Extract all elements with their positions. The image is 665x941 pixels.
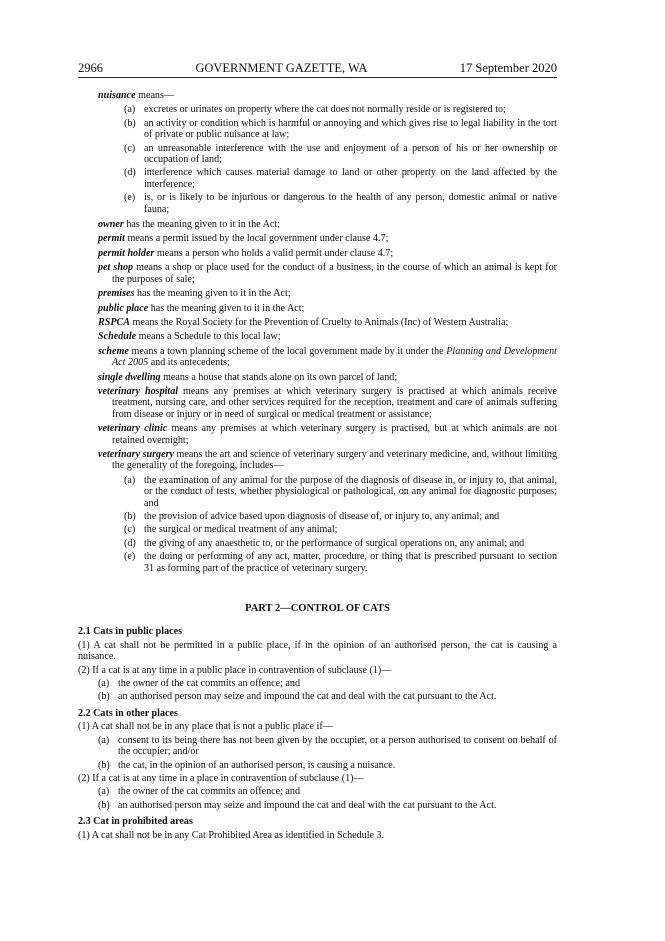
item-mark: (a) <box>124 104 136 116</box>
list-item <box>124 192 557 215</box>
list-item <box>124 118 557 141</box>
definition-text: has the meaning given to it in the Act; <box>134 288 291 300</box>
definition-term: permit holder <box>98 247 155 259</box>
definition-term: veterinary surgery <box>98 448 174 460</box>
definition-text: has the meaning given to it in the Act; <box>123 219 280 231</box>
definition-text: and its antecedents; <box>148 357 230 369</box>
list-item <box>124 143 557 166</box>
definition-text: means a permit issued by the local government under clause 4.7; <box>124 233 389 245</box>
item-mark: (a) <box>98 786 110 798</box>
definition-term: Schedule <box>98 331 137 343</box>
definition-text: means any premises at which veterinary surgery is practised at which animals receive treatment, nursing care, and other services required for the reception, treatment and care of animals suffering from disease or injury or in need of surgical or medical treatment or assistance; <box>112 385 557 420</box>
item-mark: (a) <box>98 734 110 746</box>
definition-veterinary-surgery <box>98 449 557 472</box>
section-heading: 2.3 Cat in prohibited areas <box>78 816 193 828</box>
definition-term: RSPCA <box>98 316 130 328</box>
definition-text: means a town planning scheme of the local government made by it under the <box>128 345 447 357</box>
definition-term: permit <box>98 233 125 245</box>
list-item <box>98 678 557 689</box>
definition-term: pet shop <box>98 262 134 274</box>
list-item <box>124 104 557 115</box>
item-mark: (e) <box>124 192 136 204</box>
definition-text: means a person who holds a valid permit under clause 4.7; <box>154 247 394 259</box>
definition-nuisance <box>98 90 557 101</box>
list-item <box>98 735 557 758</box>
item-mark: (a) <box>124 474 136 486</box>
definition-owner <box>98 219 557 230</box>
item-mark: (c) <box>124 142 136 154</box>
list-item <box>124 524 557 535</box>
item-text: an authorised person may seize and impound the cat and deal with the cat pursuant to the Act. <box>118 691 497 703</box>
item-text: an unreasonable interference with the use and enjoyment of a person of his or her ownership or occupation of land; <box>144 142 557 166</box>
list-item <box>98 800 557 811</box>
item-mark: (d) <box>124 537 136 549</box>
definition-text: means a house that stands alone on its own parcel of land; <box>160 371 398 383</box>
item-text: consent to its being there has not been given by the occupier, or a person authorised to consent on behalf of the occupier; and/or <box>118 734 557 758</box>
item-text: the cat, in the opinion of an authorised person, is causing a nuisance. <box>118 759 396 771</box>
list-item <box>98 786 557 797</box>
page-number: 2966 <box>78 61 103 75</box>
publication-title: GOVERNMENT GAZETTE, WA <box>195 61 368 75</box>
part-title: PART 2—CONTROL OF CATS <box>245 603 390 615</box>
paragraph: (2) If a cat is at any time in a place in contravention of subclause (1)— <box>78 772 364 784</box>
definition-permit <box>98 233 557 244</box>
list-item <box>124 167 557 190</box>
item-mark: (b) <box>124 511 136 522</box>
list-item <box>124 511 557 522</box>
definition-veterinary-hospital <box>98 386 557 420</box>
item-text: the surgical or medical treatment of any animal; <box>144 524 338 536</box>
item-text: an activity or condition which is harmful or annoying and which gives rise to legal liability in the tort of private or public nuisance at law; <box>144 117 557 141</box>
definition-term: owner <box>98 219 124 231</box>
definition-text: has the meaning given to it in the Act; <box>148 302 305 314</box>
definition-term: veterinary clinic <box>98 423 168 435</box>
item-mark: (b) <box>98 759 110 771</box>
definition-term: public place <box>98 302 149 314</box>
item-mark: (a) <box>98 678 110 690</box>
definition-text: means a shop or place used for the conduct of a business, in the course of which an animal is kept for the purposes of sale; <box>112 262 557 285</box>
item-text: interference which causes material damage to land or other property on the land affected by the interference; <box>144 167 557 190</box>
definition-single-dwelling <box>98 372 557 383</box>
item-text: an authorised person may seize and impound the cat and deal with the cat pursuant to the Act. <box>118 799 497 811</box>
definition-term: veterinary hospital <box>98 385 179 397</box>
item-text: the provision of advice based upon diagnosis of disease of, or injury to, any animal; and <box>144 511 500 522</box>
paragraph: (1) A cat shall not be in any place that is not a public place if— <box>78 721 333 733</box>
definition-term: premises <box>98 288 135 300</box>
list-item <box>124 538 557 549</box>
definition-text: means— <box>135 90 174 101</box>
section-heading: 2.1 Cats in public places <box>78 626 183 638</box>
definition-text: means any premises at which veterinary surgery is practised, but at which animals are not retained overnight; <box>112 423 557 446</box>
definition-text: means a Schedule to this local law; <box>136 331 281 343</box>
item-mark: (e) <box>124 551 136 563</box>
publication-date: 17 September 2020 <box>459 61 557 75</box>
paragraph: (1) A cat shall not be permitted in a public place, if in the opinion of an authorised person, the cat is causing a nuisance. <box>78 639 557 663</box>
list-item <box>124 475 557 509</box>
definition-scheme <box>98 346 557 369</box>
definition-public-place <box>98 303 557 314</box>
definition-term: nuisance <box>98 90 136 101</box>
item-text: the owner of the cat commits an offence; and <box>118 678 300 690</box>
item-text: the giving of any anaesthetic to, or the performance of surgical operations on, any animal; and <box>144 537 525 549</box>
item-text: the examination of any animal for the purpose of the diagnosis of disease in, or injury to, that animal, or the conduct of tests, whether physiological or pathological, on any animal for diagnostic purposes; and <box>144 474 557 509</box>
definition-text: means the Royal Society for the Prevention of Cruelty to Animals (Inc) of Western Australia; <box>129 316 509 328</box>
item-mark: (c) <box>124 524 136 536</box>
definition-permit-holder <box>98 248 557 259</box>
section-heading: 2.2 Cats in other places <box>78 707 178 719</box>
definition-term: scheme <box>98 345 129 357</box>
item-text: the doing or performing of any act, matter, procedure, or thing that is prescribed pursuant to section 31 as forming part of the practice of veterinary surgery. <box>144 551 557 574</box>
paragraph: (2) If a cat is at any time in a public place in contravention of subclause (1)— <box>78 664 392 676</box>
definition-term: single dwelling <box>98 371 161 383</box>
item-mark: (b) <box>124 117 136 129</box>
definition-pet-shop <box>98 262 557 285</box>
item-text: is, or is likely to be injurious or dangerous to the health of any person, domestic animal or native fauna; <box>144 192 557 215</box>
definition-text: means the art and science of veterinary surgery and veterinary medicine, and, without limiting the generality of the foregoing, includes— <box>112 448 557 472</box>
page-header <box>78 61 557 78</box>
list-item <box>124 551 557 574</box>
definition-schedule <box>98 331 557 342</box>
definition-veterinary-clinic <box>98 423 557 446</box>
item-text: excretes or urinates on property where the cat does not normally reside or is registered to; <box>144 104 506 116</box>
item-mark: (b) <box>98 691 110 703</box>
list-item <box>98 760 557 771</box>
paragraph: (1) A cat shall not be in any Cat Prohibited Area as identified in Schedule 3. <box>78 829 385 841</box>
list-item <box>98 691 557 702</box>
definition-premises <box>98 288 557 299</box>
item-text: the owner of the cat commits an offence; and <box>118 786 300 798</box>
item-mark: (d) <box>124 167 136 179</box>
definition-rspca <box>98 317 557 328</box>
act-title: Planning and Development Act 2005 <box>112 345 557 369</box>
item-mark: (b) <box>98 799 110 811</box>
